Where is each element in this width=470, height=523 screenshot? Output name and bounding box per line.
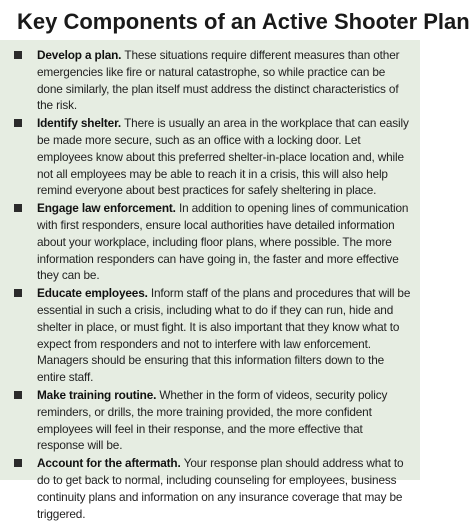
square-bullet-icon [14, 391, 22, 399]
list-item [0, 47, 420, 114]
list-item [0, 115, 420, 199]
plan-components-list [0, 47, 420, 523]
square-bullet-icon [14, 289, 22, 297]
item-body: Inform staff of the plans and procedures that will be essential in such a crisis, including what to do if they can run, hide and shelter in place, or must fight. It is also important that they know what to expect from responders and not to interfere with law enforcement. Managers should be ensuring that this information filters down to the entire staff. [37, 286, 411, 385]
item-body: There is usually an area in the workplace that can easily be made more secure, such as an office with a locking door. Let employees know about this preferred shelter-in-place location and, while not all employees may be able to reach it in a crisis, this will also help remind everyone about best practices for safely sheltering in place. [37, 116, 409, 198]
item-body: In addition to opening lines of communication with first responders, ensure local authorities have detailed information about your workplace, including floor plans, where possible. The more information responders can have going in, the faster and more effective they can be. [37, 201, 409, 283]
item-heading: Engage law enforcement. [37, 201, 179, 216]
square-bullet-icon [14, 51, 22, 59]
item-body: Whether in the form of videos, security policy reminders, or drills, the more training provided, the more confident employees will feel in their response, and the more effective that response will be. [37, 387, 388, 453]
item-body: Your response plan should address what to do to get back to normal, including counseling for employees, business continuity plans and information on any insurance coverage that may be triggered. [37, 456, 404, 521]
list-item [0, 387, 420, 454]
square-bullet-icon [14, 204, 22, 212]
item-heading: Educate employees. [37, 286, 151, 301]
content-panel [0, 40, 420, 521]
square-bullet-icon [14, 119, 22, 127]
article-title: Key Components of an Active Shooter Plan [17, 9, 470, 34]
item-heading: Develop a plan. [37, 48, 125, 62]
square-bullet-icon [14, 459, 22, 467]
item-body: These situations require different measures than other emergencies like fire or natural catastrophe, so while practice can be done similarly, the plan itself must address the distinct characteristics of the risk. [37, 48, 400, 113]
item-heading: Make training routine. [37, 387, 160, 402]
list-item [0, 455, 420, 522]
list-item [0, 285, 420, 386]
item-heading: Identify shelter. [37, 116, 125, 131]
list-item [0, 200, 420, 284]
item-heading: Account for the aftermath. [37, 456, 184, 471]
